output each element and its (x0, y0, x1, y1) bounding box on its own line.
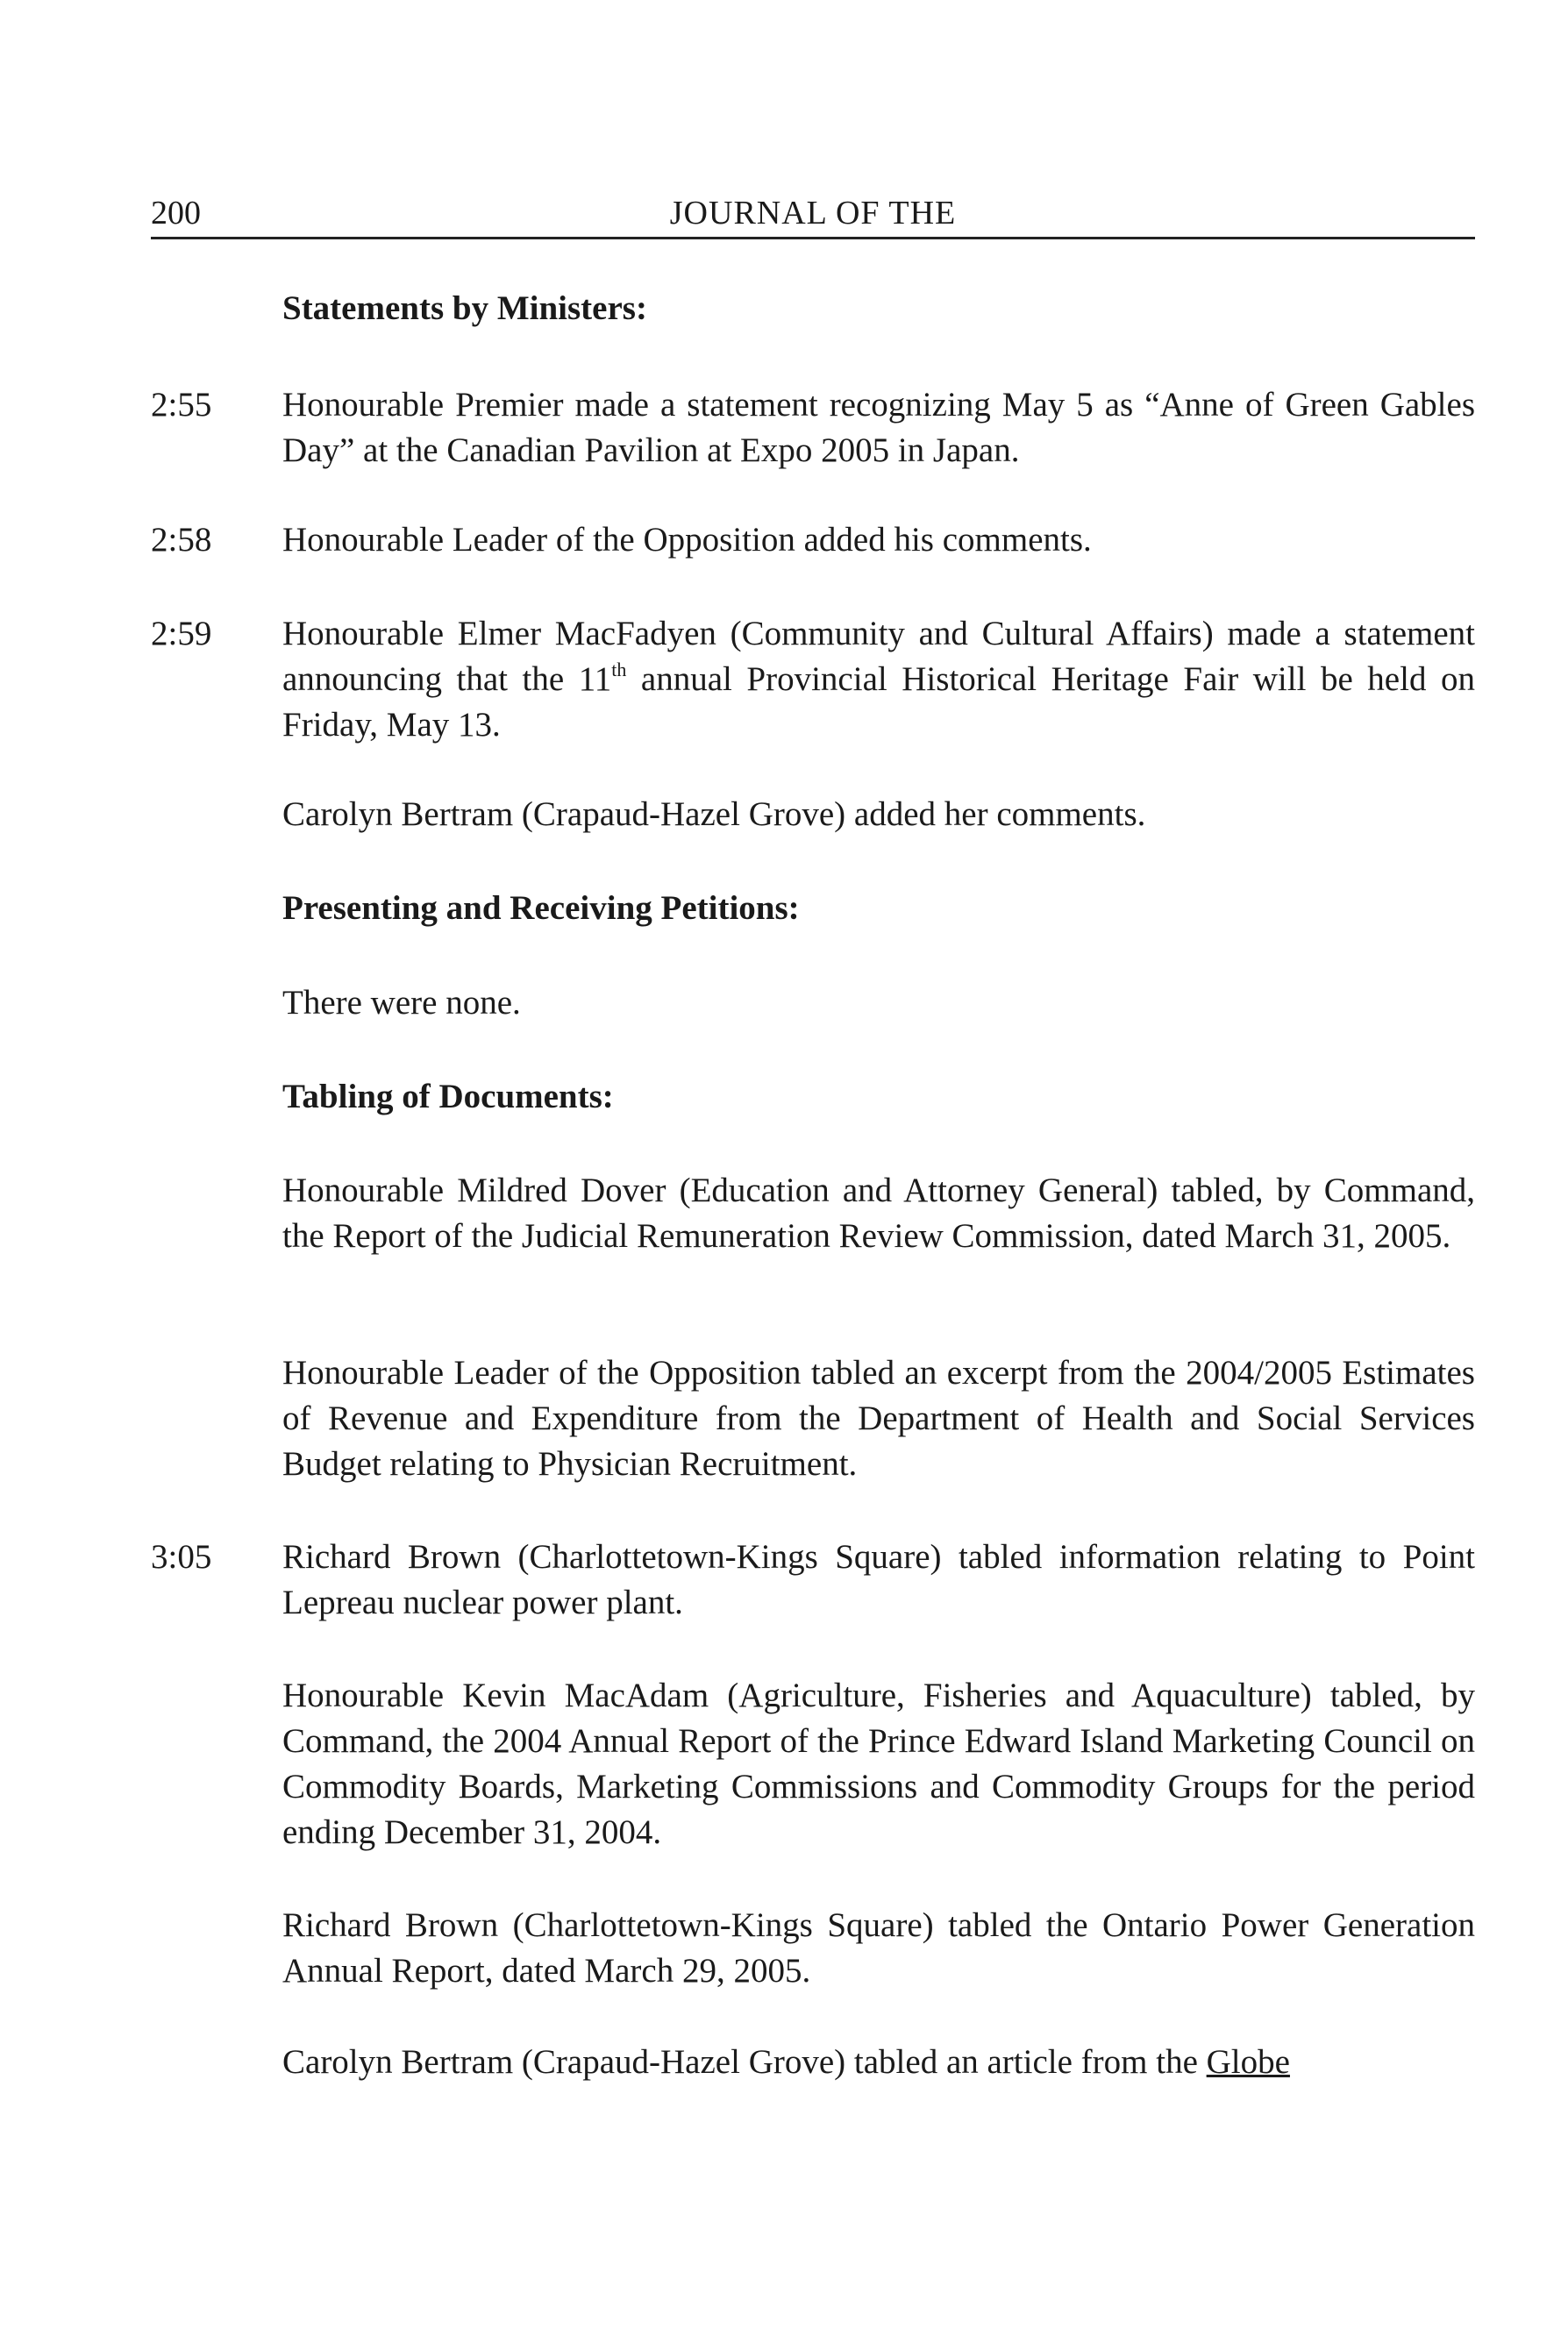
tabling-paragraph: Honourable Leader of the Opposition tabled an excerpt from the 2004/2005 Estimates of Revenue and Expenditure from the Department of Health and Social Services Budget relating to Physician Recruitment. (282, 1354, 1475, 1483)
entry-time: 3:05 (151, 1538, 212, 1576)
running-title: JOURNAL OF THE (669, 195, 957, 231)
section-heading-petitions: Presenting and Receiving Petitions: (282, 889, 800, 927)
section-heading-statements: Statements by Ministers: (282, 289, 647, 327)
entry-time: 2:59 (151, 615, 212, 652)
entry-time: 2:55 (151, 386, 212, 424)
tabling-paragraph: Honourable Kevin MacAdam (Agriculture, Fisheries and Aquaculture) tabled, by Command, the 2004 Annual Report of the Prince Edward Island Marketing Council on Commodity Boards, Marketing Commissions and Commodity Groups for the period ending December 31, 2004. (282, 1677, 1475, 1851)
page-header (151, 193, 1475, 239)
tabling-paragraph: Honourable Mildred Dover (Education and Attorney General) tabled, by Command, the Report of the Judicial Remuneration Review Commission, dated March 31, 2005. (282, 1172, 1475, 1255)
tabling-paragraph (282, 2040, 1475, 2085)
entry-text-part: annual Provincial Historical Heritage Fair will be held on Friday, May 13. (282, 660, 1475, 744)
entry-text: Honourable Premier made a statement recognizing May 5 as “Anne of Green Gables Day” at the Canadian Pavilion at Expo 2005 in Japan. (282, 386, 1475, 469)
entry-text (282, 611, 1475, 748)
ordinal-suffix: th (611, 659, 627, 680)
tabling-paragraph: Richard Brown (Charlottetown-Kings Square) tabled information relating to Point Lepreau nuclear power plant. (282, 1538, 1475, 1621)
followup-comment: Carolyn Bertram (Crapaud-Hazel Grove) added her comments. (282, 795, 1146, 833)
page-number: 200 (151, 195, 201, 231)
tabling-paragraph: Richard Brown (Charlottetown-Kings Square) tabled the Ontario Power Generation Annual Report, dated March 29, 2005. (282, 1906, 1475, 1990)
petitions-text: There were none. (282, 984, 521, 1022)
publication-title: Globe (1206, 2043, 1290, 2081)
entry-time: 2:58 (151, 521, 212, 559)
entry-text-part: Honourable Elmer MacFadyen (Community and Cultural Affairs) made a statement announcing that the 11 (282, 615, 1475, 698)
tabling-paragraph-text: Carolyn Bertram (Crapaud-Hazel Grove) tabled an article from the (282, 2043, 1207, 2081)
entry-text: Honourable Leader of the Opposition added his comments. (282, 521, 1092, 559)
section-heading-tabling: Tabling of Documents: (282, 1078, 614, 1115)
